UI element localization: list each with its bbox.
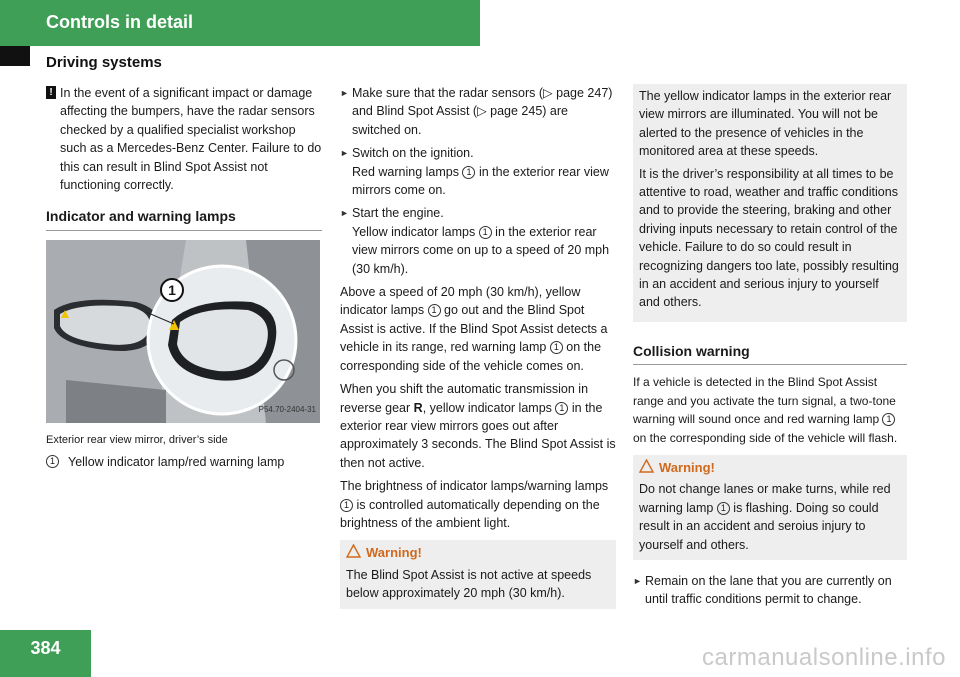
paragraph: It is the driver’s responsibility at all times to be attentive to road, weather and traffic conditions and to provide the steering, braking and other driving inputs necessary to retain control of the vehicle. Failure to do so could result in recognizing dangers too late, possibly resulting in an accident and serious injury to yourself and others. [639,166,899,310]
callout-number: 1 [555,402,568,415]
heading-indicator-lamps: Indicator and warning lamps [46,207,322,230]
callout-number: 1 [479,226,492,239]
bullet-arrow-icon: ► [340,208,349,219]
page-number-box [0,630,91,677]
warning-triangle-icon [346,544,361,558]
step-bullet [633,572,907,609]
paragraph: Above a speed of 20 mph (30 km/h), yellow indicator lamps 1 go out and the Blind Spot Assist is active. If the Blind Spot Assist detects a vehicle in its range, red warning lamp 1 on the corresponding side of the vehicle comes on. [340,285,608,373]
page-number: 384 [30,638,61,658]
site-watermark: carmanualsonline.info [702,644,946,671]
callout-number: 1 [46,455,59,468]
gear-letter: R [413,400,423,415]
warning-continuation-box [633,84,907,322]
column-middle [340,84,616,609]
figure-callout-1: 1 [160,278,184,302]
callout-number: 1 [462,166,475,179]
figure-caption: Exterior rear view mirror, driver’s side [46,433,228,446]
step-bullet [340,84,616,139]
heading-collision-warning: Collision warning [633,342,907,365]
warning-triangle-icon [639,459,654,473]
warning-title: Warning! [639,459,901,477]
step-bullet: ► Start the engine. Yellow indicator lamps 1 in the exterior rear view mirrors come on up to a speed of 20 mph (30 km/h). [340,206,610,276]
step-title: Switch on the ignition. [352,146,474,161]
paragraph: The brightness of indicator lamps/warning lamps 1 is controlled automatically depending on the brightness of the ambient light. [340,479,609,530]
section-tab-marker [0,46,30,66]
chapter-header-bar [0,0,480,46]
caution-note [46,84,322,194]
paragraph: The yellow indicator lamps in the exterior rear view mirrors are illuminated. You will not be alerted to the presence of vehicles in the monitored area at these speeds. [639,89,892,159]
step-title: Start the engine. [352,206,444,221]
paragraph: If a vehicle is detected in the Blind Spot Assist range and you activate the turn signal, a two-tone warning will sound once and red warning lamp 1 on the corresponding side of the vehicle will flash. [633,375,898,445]
bullet-arrow-icon: ► [340,88,349,98]
warning-title: Warning! [346,544,610,562]
column-right [633,84,907,614]
bullet-arrow-icon: ► [340,148,349,159]
mirror-illustration [46,240,320,423]
callout-number: 1 [550,341,563,354]
warning-text: Do not change lanes or make turns, while red warning lamp 1 is flashing. Doing so could result in an accident and seroius injury to yourself and others. [639,482,891,552]
legend-text: Yellow indicator lamp/red warning lamp [68,454,285,469]
mirror-figure [46,240,320,423]
callout-number: 1 [428,304,441,317]
step-bullet: ► Switch on the ignition. Red warning lamps 1 in the exterior rear view mirrors come on. [340,146,609,198]
figure-legend-item [46,453,322,471]
caution-text: In the event of a significant impact or damage affecting the bumpers, have the radar sensors checked by a qualified specialist workshop such as a Mercedes-Benz Center. Failure to do this can result in Blind Spot Assist not functioning correctly. [60,86,322,193]
bullet-arrow-icon: ► [633,575,642,586]
callout-number: 1 [717,502,730,515]
warning-box [633,455,907,560]
warning-text: The Blind Spot Assist is not active at speeds below approximately 20 mph (30 km/h). [346,567,592,601]
step-text: Remain on the lane that you are currently on until traffic conditions permit to change. [645,573,892,607]
chapter-title: Controls in detail [46,12,194,32]
callout-number: 1 [340,499,353,512]
section-title: Driving systems [46,54,162,71]
exclamation-icon: ! [46,86,56,99]
step-text: Make sure that the radar sensors (▷ page 247) and Blind Spot Assist (▷ page 245) are switched on. [352,86,613,137]
warning-box [340,540,616,608]
paragraph: When you shift the automatic transmission in reverse gear R, yellow indicator lamps 1 in the exterior rear view mirrors goes out after approximately 3 seconds. The Blind Spot Assist is then not active. [340,382,616,470]
column-left [46,84,322,471]
figure-code: P54.70-2404-31 [258,405,316,415]
callout-number: 1 [882,413,895,426]
